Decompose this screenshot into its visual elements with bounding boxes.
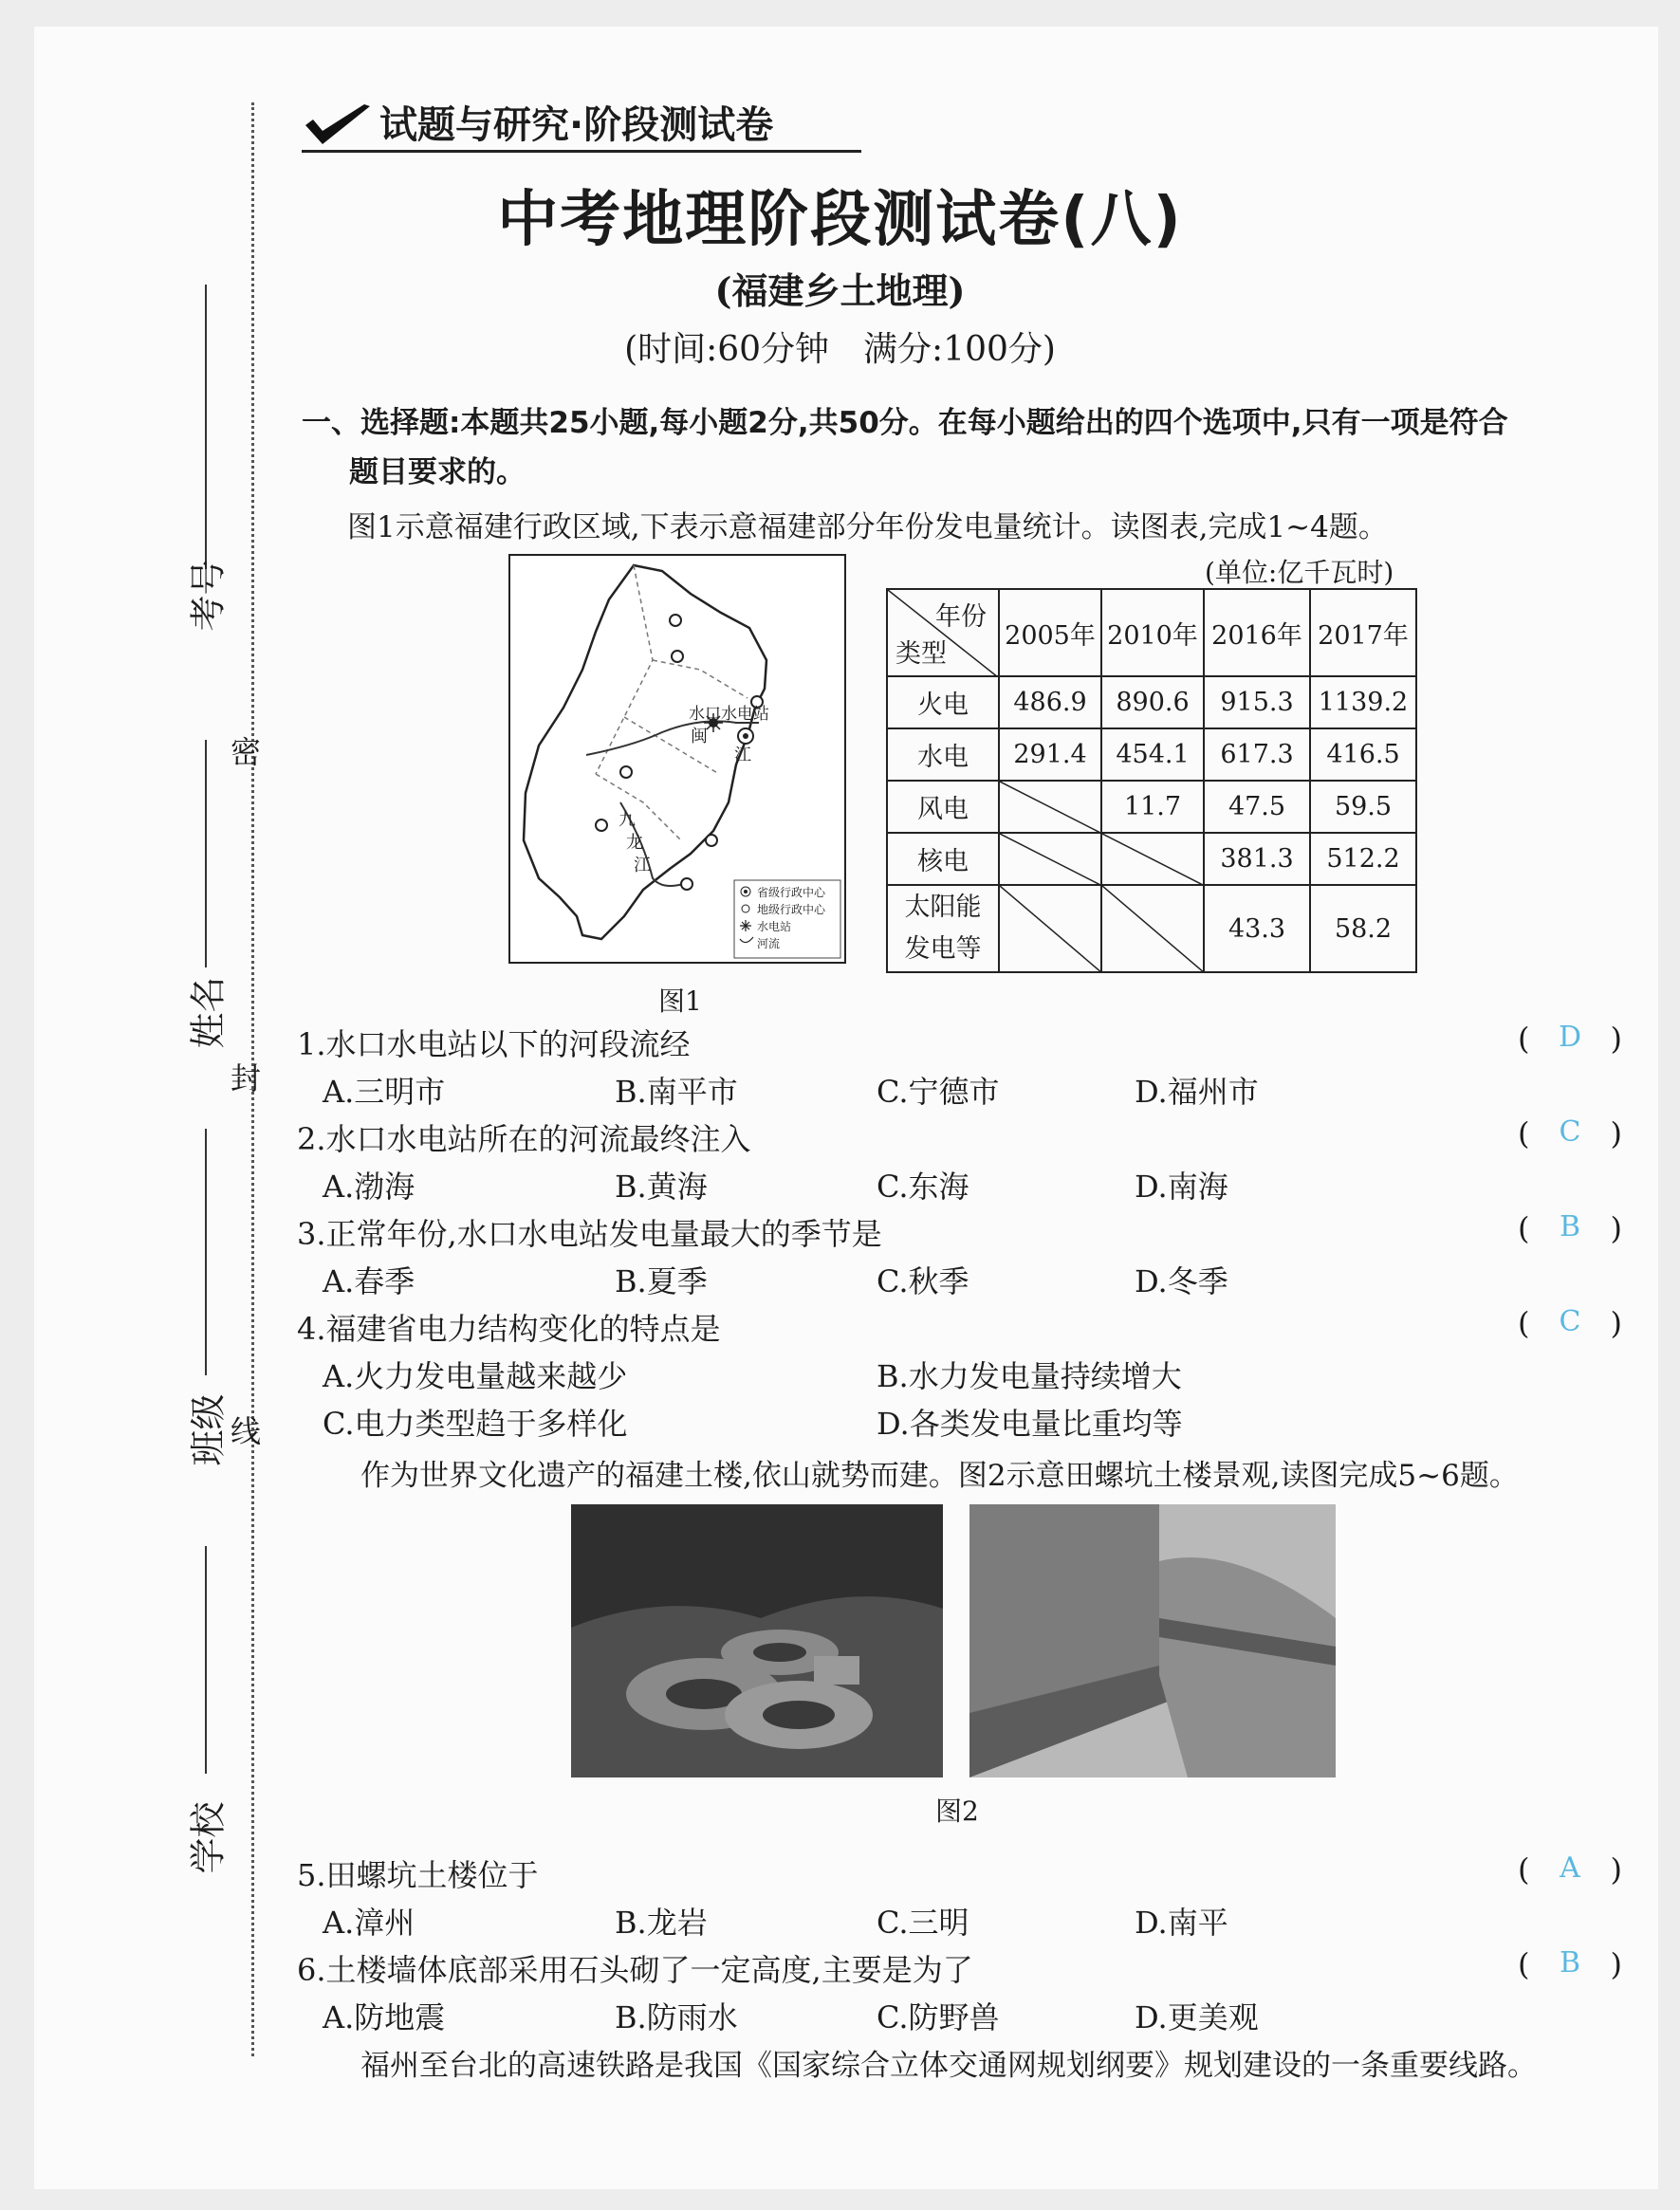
empty-slash-cell	[999, 833, 1101, 885]
legend-label-station: 水电站	[757, 920, 792, 933]
map-label-min: 闽	[691, 727, 708, 746]
table-row	[887, 728, 1416, 781]
option-4b: B.水力发电量持续增大	[877, 1358, 1182, 1394]
tulou-aerial-drawing	[571, 1504, 943, 1777]
answer-5: ( A )	[1518, 1851, 1622, 1888]
answer-2-letter: C	[1559, 1115, 1581, 1149]
answer-2: ( C )	[1518, 1115, 1622, 1151]
page-title: 中考地理阶段测试卷(八)	[497, 185, 1183, 255]
value-cell: 381.3	[1204, 833, 1310, 885]
table-row	[887, 885, 1416, 972]
tulou-aerial-photo	[571, 1504, 943, 1777]
legend-label-river: 河流	[757, 937, 781, 950]
label-class: 班级	[187, 1393, 230, 1466]
year-header: 2005年	[999, 589, 1101, 676]
power-generation-table	[886, 588, 1417, 973]
map-label-long: 龙	[626, 833, 643, 853]
option-1b: B.南平市	[615, 1074, 738, 1110]
answer-1-letter: D	[1558, 1021, 1582, 1054]
value-cell: 416.5	[1310, 728, 1416, 781]
value-cell: 291.4	[999, 728, 1101, 781]
page-subtitle: (福建乡土地理)	[714, 269, 966, 312]
city-dot	[681, 878, 692, 890]
year-header: 2010年	[1101, 589, 1204, 676]
value-cell: 1139.2	[1310, 676, 1416, 728]
value-cell: 43.3	[1204, 885, 1310, 972]
option-2d: D.南海	[1135, 1169, 1228, 1205]
question-4-stem: 4.福建省电力结构变化的特点是	[297, 1311, 721, 1347]
cell-slash	[1000, 886, 1102, 973]
option-6c: C.防野兽	[877, 1999, 1000, 2035]
map-label-jiang2: 江	[634, 856, 651, 875]
map-label-station: 水口水电站	[689, 705, 769, 724]
name-line	[205, 740, 207, 967]
option-1a: A.三明市	[323, 1074, 446, 1110]
option-5c: C.三明	[877, 1905, 969, 1941]
question-5-stem: 5.田螺坑土楼位于	[297, 1857, 539, 1893]
option-3c: C.秋季	[877, 1263, 969, 1299]
question-3-stem: 3.正常年份,水口水电站发电量最大的季节是	[297, 1216, 882, 1252]
class-line	[205, 1129, 207, 1375]
option-6b: B.防雨水	[615, 1999, 738, 2035]
city-dot	[706, 835, 717, 846]
figure2-caption: 图2	[935, 1796, 979, 1827]
answer-3: ( B )	[1518, 1210, 1622, 1246]
option-2c: C.东海	[877, 1169, 969, 1205]
label-school: 学校	[187, 1801, 230, 1874]
empty-slash-cell	[999, 885, 1101, 972]
answer-6: ( B )	[1518, 1946, 1622, 1982]
seal-char-feng: 封	[231, 1060, 262, 1096]
value-cell: 47.5	[1204, 781, 1310, 833]
city-dot	[596, 820, 607, 831]
label-exam-number: 考号	[187, 559, 230, 632]
value-cell: 915.3	[1204, 676, 1310, 728]
option-5a: A.漳州	[323, 1905, 415, 1941]
type-solar-line2: 发电等	[904, 934, 982, 964]
value-cell: 512.2	[1310, 833, 1416, 885]
map-label-jiu: 九	[618, 810, 636, 830]
province-border	[524, 565, 766, 939]
option-5b: B.龙岩	[615, 1905, 708, 1941]
table-row	[887, 781, 1416, 833]
intro-railway: 福州至台北的高速铁路是我国《国家综合立体交通网规划纲要》规划建设的一条重要线路。	[360, 2049, 1537, 2083]
year-header: 2016年	[1204, 589, 1310, 676]
capital-dot-center	[743, 733, 748, 739]
empty-slash-cell	[999, 781, 1101, 833]
type-cell: 火电	[887, 676, 999, 728]
option-5d: D.南平	[1135, 1905, 1228, 1941]
table-unit: (单位:亿千瓦时)	[1205, 557, 1394, 588]
table-row	[887, 833, 1416, 885]
tulou-wall-drawing	[969, 1504, 1336, 1777]
tulou-wall-photo	[969, 1504, 1336, 1777]
option-1d: D.福州市	[1135, 1074, 1259, 1110]
legend-label-city: 地级行政中心	[757, 903, 826, 916]
seal-char-xian: 线	[231, 1413, 262, 1449]
question-6-stem: 6.土楼墙体底部采用石头砌了一定高度,主要是为了	[297, 1952, 973, 1988]
answer-3-letter: B	[1559, 1210, 1581, 1243]
map-label-jiang: 江	[734, 746, 751, 765]
header-year: 年份	[935, 602, 987, 632]
type-solar-line1: 太阳能	[904, 893, 982, 922]
table-corner-cell	[887, 589, 999, 676]
answer-1: ( D )	[1518, 1021, 1622, 1057]
section-heading-line1: 一、选择题:本题共25小题,每小题2分,共50分。在每小题给出的四个选项中,只有一项是符合	[302, 406, 1508, 440]
answer-4: ( C )	[1518, 1305, 1622, 1341]
type-cell: 核电	[887, 833, 999, 885]
cell-slash	[1000, 782, 1102, 834]
option-3b: B.夏季	[615, 1263, 708, 1299]
city-dot	[670, 615, 681, 626]
answer-4-letter: C	[1559, 1305, 1581, 1338]
time-score-info: (时间:60分钟 满分:100分)	[624, 330, 1056, 369]
table-row	[887, 676, 1416, 728]
value-cell: 617.3	[1204, 728, 1310, 781]
empty-slash-cell	[1101, 885, 1204, 972]
value-cell: 58.2	[1310, 885, 1416, 972]
year-header: 2017年	[1310, 589, 1416, 676]
value-cell: 454.1	[1101, 728, 1204, 781]
option-4c: C.电力类型趋于多样化	[323, 1406, 628, 1442]
empty-slash-cell	[1101, 833, 1204, 885]
value-cell: 486.9	[999, 676, 1101, 728]
figure1-caption: 图1	[658, 985, 702, 1017]
option-2a: A.渤海	[323, 1169, 415, 1205]
city-dot	[672, 651, 683, 662]
type-cell: 风电	[887, 781, 999, 833]
type-cell	[887, 885, 999, 972]
legend-label-capital: 省级行政中心	[757, 886, 826, 899]
option-1c: C.宁德市	[877, 1074, 1000, 1110]
cell-slash	[1102, 834, 1205, 886]
answer-5-letter: A	[1560, 1851, 1580, 1885]
option-6a: A.防地震	[323, 1999, 446, 2035]
intro-questions-5-6: 作为世界文化遗产的福建土楼,依山就势而建。图2示意田螺坑土楼景观,读图完成5~6题。	[360, 1459, 1519, 1493]
answer-6-letter: B	[1559, 1946, 1581, 1980]
cell-slash	[1000, 834, 1102, 886]
city-dot	[620, 766, 632, 778]
question-2-stem: 2.水口水电站所在的河流最终注入	[297, 1121, 751, 1157]
cell-slash	[1102, 886, 1205, 973]
option-3a: A.春季	[323, 1263, 415, 1299]
value-cell: 59.5	[1310, 781, 1416, 833]
section-heading	[302, 398, 1630, 497]
option-2b: B.黄海	[615, 1169, 708, 1205]
banner-rule	[302, 150, 861, 153]
school-line	[205, 1546, 207, 1774]
value-cell: 890.6	[1101, 676, 1204, 728]
section-heading-line2: 题目要求的。	[349, 455, 526, 489]
option-6d: D.更美观	[1135, 1999, 1259, 2035]
option-4a: A.火力发电量越来越少	[323, 1358, 628, 1394]
checkmark-icon	[302, 102, 374, 150]
series-banner: 试题与研究·阶段测试卷	[379, 103, 774, 147]
seal-char-mi: 密	[231, 734, 262, 770]
option-4d: D.各类发电量比重均等	[877, 1406, 1183, 1442]
intro-questions-1-4: 图1示意福建行政区域,下表示意福建部分年份发电量统计。读图表,完成1~4题。	[347, 510, 1388, 544]
label-name: 姓名	[187, 976, 230, 1049]
value-cell: 11.7	[1101, 781, 1204, 833]
type-cell: 水电	[887, 728, 999, 781]
option-3d: D.冬季	[1135, 1263, 1228, 1299]
header-type: 类型	[895, 639, 947, 669]
fujian-map	[508, 554, 846, 964]
question-1-stem: 1.水口水电站以下的河段流经	[297, 1026, 691, 1062]
